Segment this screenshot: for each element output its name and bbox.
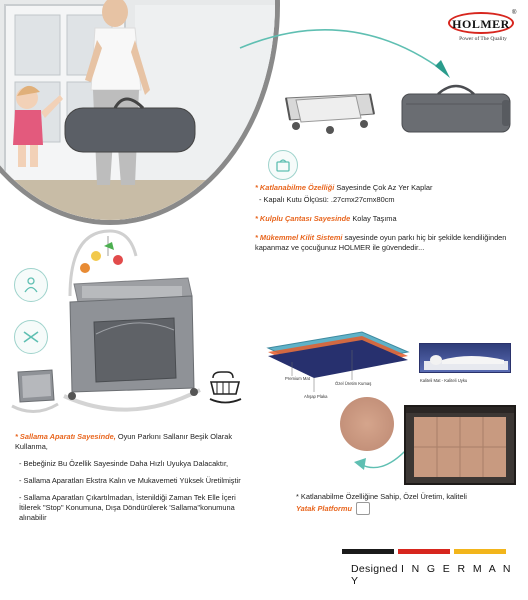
lock-pictogram-icon [14,320,48,354]
designed-prefix: Designed [351,563,398,575]
lock-glyph-icon [21,327,41,347]
rocking-features [15,432,245,530]
features-top [255,183,520,255]
platform-highlight-row [296,502,518,515]
feature-bag-text: Kolay Taşıma [350,214,397,223]
label-premium-mat: Premium Mat [285,376,310,381]
logo-tagline: Power of The Quality [459,36,507,42]
hero-photo [0,0,280,225]
sleeping-figure-illustration [420,344,512,374]
feature-fold-highlight: * Katlanabilme Özelliği [255,183,335,192]
rocking-point-1: - Bebeğiniz Bu Özellik Sayesinde Daha Hızlı Uyukya Dalacaktır, [19,459,229,468]
feature-lock-text: sayesinde oyun parkı hiç bir şekilde kendiliğinden kapanmaz ve çocuğunuz HOLMER ile güvendedir... [255,233,507,252]
platform-illustration [406,407,514,483]
quality-mattress-image [419,343,511,373]
rocking-intro [15,432,245,452]
baby-glyph-icon [21,275,41,295]
bag-pictogram-icon [268,150,298,180]
bag-glyph-icon [275,157,291,173]
germany-flag-bar [342,549,506,554]
playpen-image [60,226,205,416]
curved-arrow-small-icon [352,440,412,480]
feature-bag-highlight: * Kulplu Çantası Sayesinde [255,214,351,223]
cradle-icon [207,370,245,404]
mini-rocker-image [10,362,60,417]
designed-in-germany [351,563,516,587]
feature-fold-detail: - Kapalı Kutu Ölçüsü: .27cmx27cmx80cm [259,195,395,204]
platform-feature [296,492,518,515]
designed-suffix: I N G E R M A N Y [351,563,513,587]
feature-fold [255,183,520,193]
hero-photo-illustration [0,0,280,225]
platform-box-image [404,405,516,485]
flag-black-stripe [342,549,394,554]
label-wood-plate: Ahşap Plaka [304,394,328,399]
brand-logo [448,10,518,46]
rocking-intro-highlight: * Sallama Aparatı Sayesinde, [15,432,116,441]
rocking-point-2: - Sallama Aparatları Ekstra Kalın ve Mukavemeti Yüksek Üretilmiştir [19,476,241,485]
label-quality-mat: Kaliteli Mat - Kaliteli Uyku [420,378,468,383]
flag-red-stripe [398,549,450,554]
rocking-intro-text: Oyun Parkını Sallanır Beşik Olarak Kullanma, [15,432,233,451]
folded-frame-image [266,80,384,138]
feature-lock [255,233,520,253]
feature-lock-highlight: * Mükemmel Kilit Sistemi [255,233,343,242]
baby-pictogram-icon [14,268,48,302]
rocking-point-3: - Sallama Aparatları Çıkartılmadan, İstenildiği Zaman Tek Elle İçeri İtilerek ''Stop'' Konumuna, Dışa Döndürülerek 'Sallama''konumuna alınabilir [19,493,236,522]
label-fabric: Özel Üretim Kumaş [335,381,372,386]
flag-gold-stripe [454,549,506,554]
feature-bag [255,214,520,224]
platform-text: * Katlanabilme Özelliğine Sahip, Özel Üretim, kaliteli [296,492,467,501]
feature-fold-text: Sayesinde Çok Az Yer Kaplar [334,183,433,192]
carry-bag-image [398,80,516,138]
mattress-layers-image [262,328,412,404]
platform-small-icon [356,502,370,515]
logo-text: HOLMER [452,17,510,31]
platform-highlight: Yatak Platformu [296,503,352,513]
logo-registered: ® [512,10,517,16]
